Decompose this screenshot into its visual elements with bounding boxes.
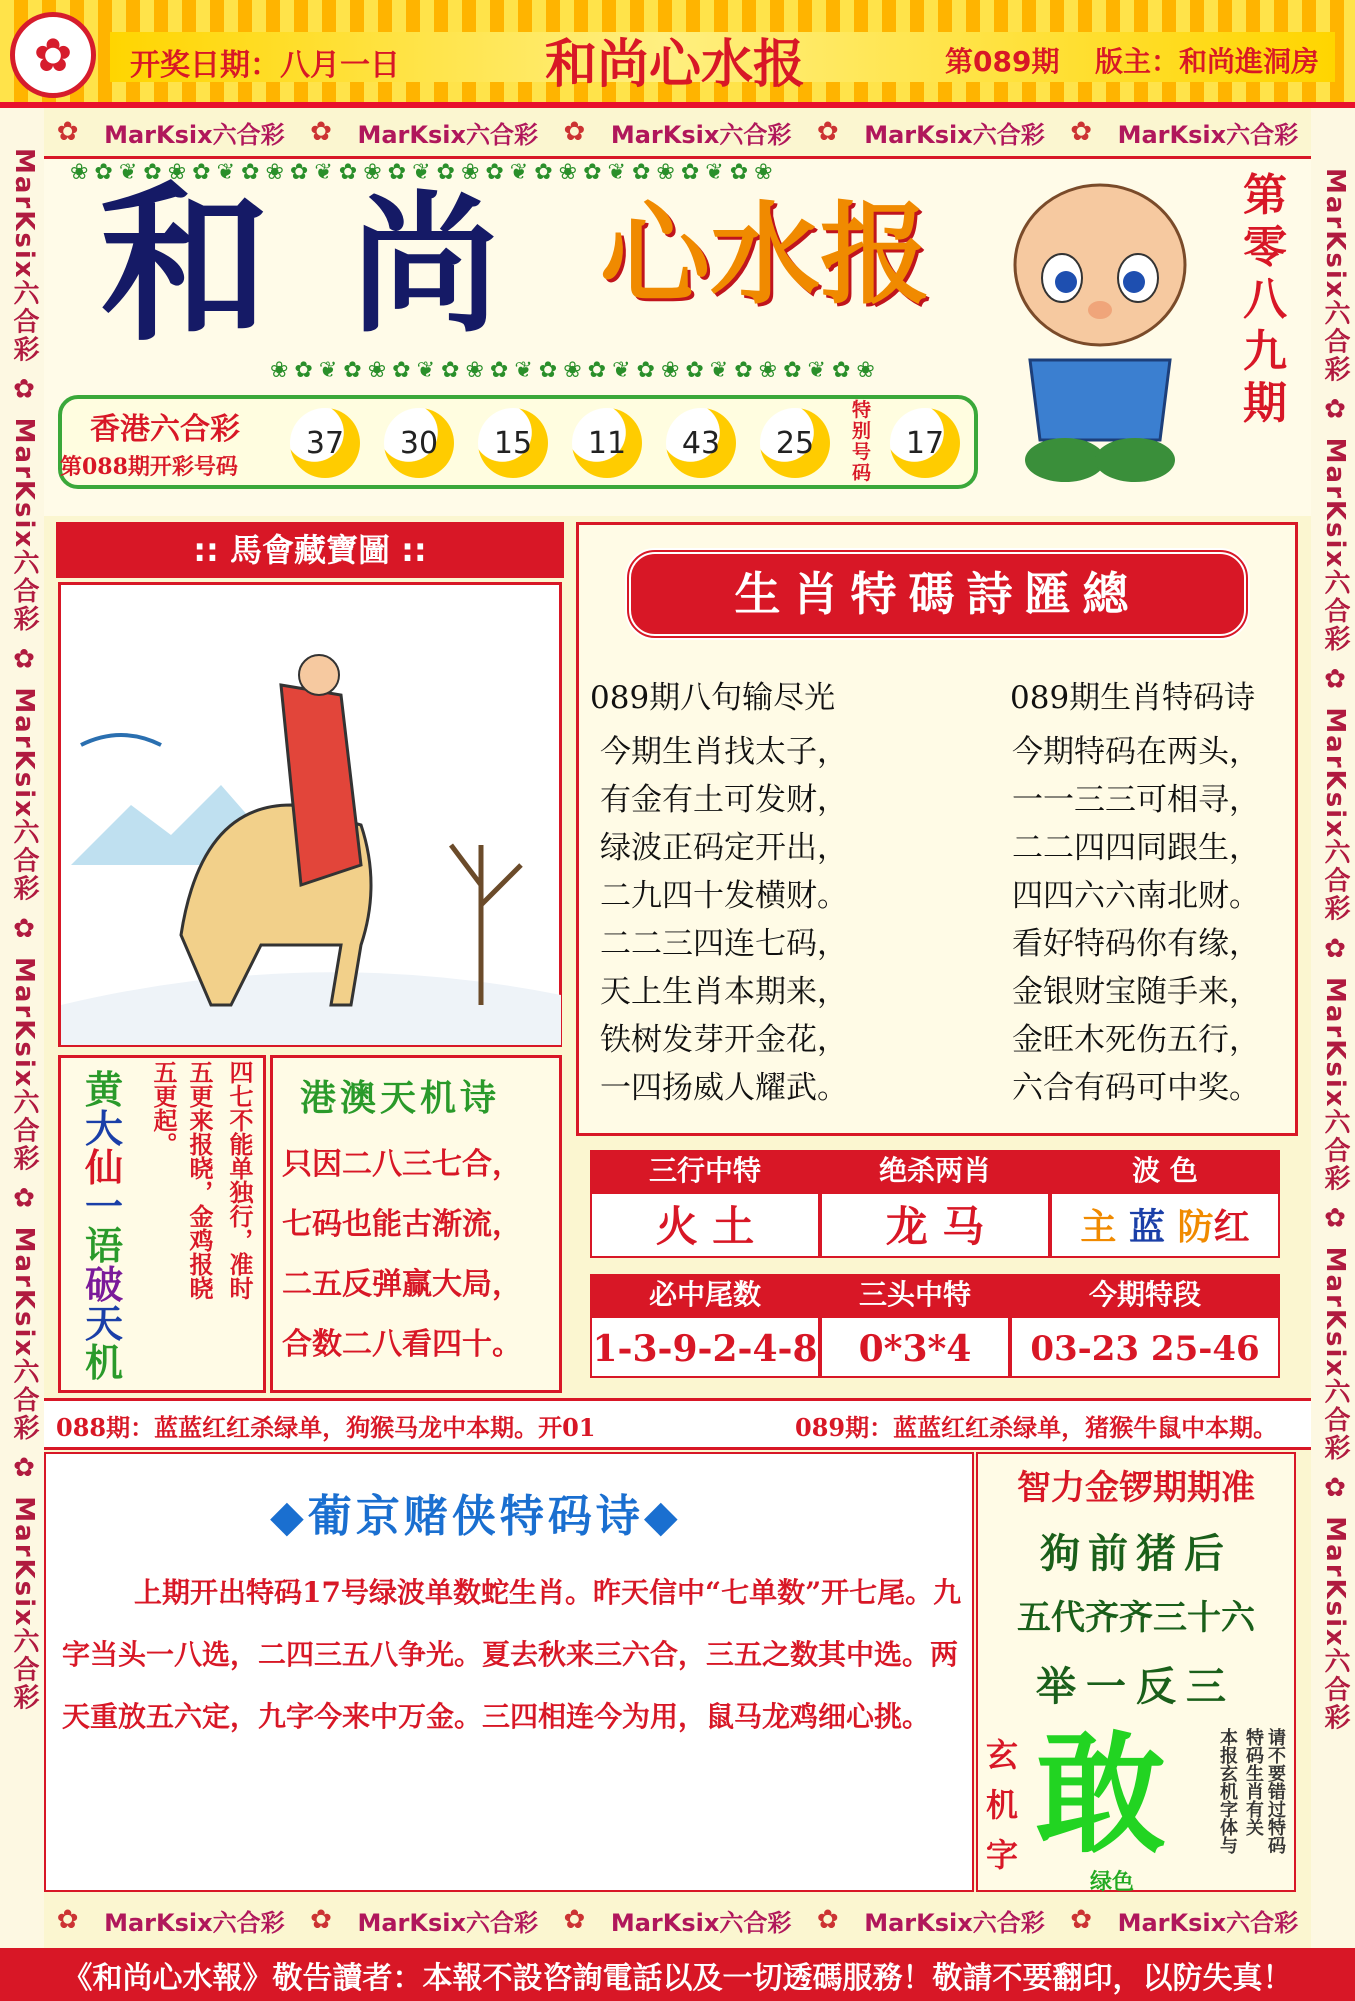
treasure-image-panel	[58, 582, 562, 1047]
vine-decoration-bottom: ❀✿❦✿❀✿❦✿❀✿❦✿❀✿❦✿❀✿❦✿❀✿❦✿❀	[270, 358, 881, 383]
jingdu-title: ◆葡京赌侠特码诗◆	[270, 1491, 682, 1542]
masthead-subtitle: 心水报	[600, 190, 930, 319]
gangao-line: 二五反弹赢大局，	[282, 1267, 522, 1302]
brand-row-bottom: ✿ MarKsix六合彩 ✿ MarKsix六合彩 ✿ MarKsix六合彩 ✿ MarKsix六合彩 ✿ MarKsix六合彩	[56, 1905, 1299, 1937]
poem-line: 今期生肖找太子，	[600, 734, 848, 770]
poem-line: 二二三四连七码，	[600, 926, 848, 962]
table-value-santou: 0*3*4	[820, 1316, 1010, 1378]
table-value-sanxing: 火 土	[590, 1192, 820, 1258]
right-box-line-4: 举一反三	[1036, 1663, 1236, 1710]
table-head-sanxing: 三行中特	[590, 1150, 820, 1192]
poem-right-lines	[1012, 728, 1260, 1112]
result-ball: 37	[290, 408, 360, 478]
poem-line: 铁树发芽开金花，	[600, 1022, 848, 1058]
special-label: 特别号码	[852, 399, 872, 484]
xuanji-note-3: 本报玄机字体与	[1217, 1728, 1238, 1854]
gangao-lines	[282, 1135, 522, 1375]
ticker-left: 088期：蓝蓝红红杀绿单，狗猴马龙中本期。开01	[56, 1413, 596, 1442]
prediction-table	[590, 1150, 1280, 1380]
poem-right-head: 089期生肖特码诗	[1010, 680, 1256, 716]
poem-line: 看好特码你有缘，	[1012, 926, 1260, 962]
poem-line: 一一三三可相寻，	[1012, 782, 1260, 818]
table-head-jusha: 绝杀两肖	[820, 1150, 1050, 1192]
result-ball: 30	[384, 408, 454, 478]
xuanji-label: 玄机字	[986, 1736, 1019, 1874]
poem-line: 今期特码在两头，	[1012, 734, 1260, 770]
huang-col-1: 五更起。	[149, 1060, 178, 1156]
treasure-title: :: 馬會藏寶圖 ::	[56, 522, 564, 578]
results-label-sub: 第088期开彩号码	[60, 454, 238, 480]
huang-title: 黄大仙一语破天机	[84, 1067, 123, 1385]
table-value-jusha: 龙 马	[820, 1192, 1050, 1258]
jingdu-text: 上期开出特码17号绿波单数蛇生肖。昨天信中“七单数”开七尾。九字当头一八选，二四三五八争光。夏去秋来三六合，三五之数其中选。两天重放五六定，九字今来中万金。三四相连今为用，鼠马龙鸡细心挑。	[62, 1576, 962, 1733]
table-head-weishu: 必中尾数	[590, 1274, 820, 1316]
results-label-main: 香港六合彩	[90, 412, 240, 447]
poem-line: 六合有码可中奖。	[1012, 1070, 1260, 1106]
header-title: 和尚心水报	[545, 34, 806, 95]
vine-decoration-top: ❀✿❦✿❀✿❦✿❀✿❦✿❀✿❦✿❀✿❦✿❀✿❦✿❀✿❦✿❀	[70, 160, 779, 185]
rider-illustration-icon	[61, 585, 561, 1045]
left-brand-strip: MarKsix六合彩 ✿ MarKsix六合彩 ✿ MarKsix六合彩 ✿ MarKsix六合彩 ✿ MarKsix六合彩 ✿ MarKsix六合彩	[9, 148, 39, 1712]
poem-line: 金银财宝随手来，	[1012, 974, 1260, 1010]
header-issue: 第089期	[945, 45, 1060, 78]
table-value-teduan: 03-23 25-46	[1010, 1316, 1280, 1378]
poem-line: 一四扬威人耀武。	[600, 1070, 848, 1106]
footer-notice: 《和尚心水報》敬告讀者：本報不設咨詢電話以及一切透碼服務！敬請不要翻印，以防失真！	[0, 1948, 1355, 2001]
issue-vertical: 第零八九期	[1243, 170, 1287, 429]
right-box-line-2: 狗前猪后	[1040, 1530, 1232, 1577]
left-frame	[0, 108, 44, 1948]
poems-title: 生肖特碼詩匯總	[625, 548, 1250, 640]
right-brand-strip: MarKsix六合彩 ✿ MarKsix六合彩 ✿ MarKsix六合彩 ✿ MarKsix六合彩 ✿ MarKsix六合彩 ✿ MarKsix六合彩	[1320, 168, 1350, 1732]
monk-mascot-icon	[990, 170, 1210, 490]
table-value-bose: 主 蓝 防红	[1050, 1192, 1280, 1258]
gangao-line: 合数二八看四十。	[282, 1327, 522, 1362]
xuanji-char: 敢	[1036, 1718, 1167, 1871]
poem-line: 二二四四同跟生，	[1012, 830, 1260, 866]
ticker-right: 089期：蓝蓝红红杀绿单，猪猴牛鼠中本期。	[795, 1413, 1278, 1442]
poem-line: 绿波正码定开出，	[600, 830, 848, 866]
result-balls	[290, 408, 830, 478]
table-value-weishu: 1-3-9-2-4-8	[590, 1316, 820, 1378]
bauhinia-emblem-icon: ✿	[10, 12, 96, 98]
huang-col-3: 四七不能单独行，准时	[225, 1060, 254, 1300]
brand-row-top: ✿ MarKsix六合彩 ✿ MarKsix六合彩 ✿ MarKsix六合彩 ✿ MarKsix六合彩 ✿ MarKsix六合彩	[56, 117, 1299, 149]
result-ball: 15	[478, 408, 548, 478]
gangao-line: 七码也能古渐流，	[282, 1207, 522, 1242]
poem-line: 有金有土可发财，	[600, 782, 848, 818]
result-ball: 11	[572, 408, 642, 478]
poem-left-lines	[600, 728, 848, 1112]
poem-line: 四四六六南北财。	[1012, 878, 1260, 914]
table-head-santou: 三头中特	[820, 1274, 1010, 1316]
table-head-bose: 波 色	[1050, 1150, 1280, 1192]
huang-col-2: 五更来报晓，金鸡报晓	[185, 1060, 214, 1300]
gangao-title: 港澳天机诗	[300, 1077, 501, 1119]
xuanji-note-2: 特码生肖有关	[1243, 1728, 1264, 1836]
poem-line: 金旺木死伤五行，	[1012, 1022, 1260, 1058]
poem-line: 天上生肖本期来，	[600, 974, 848, 1010]
xuanji-char-color: 绿色	[1090, 1869, 1135, 1895]
masthead-char-shang: 尚	[350, 177, 501, 353]
result-ball: 43	[666, 408, 736, 478]
right-frame	[1311, 108, 1355, 1948]
poem-line: 二九四十发横财。	[600, 878, 848, 914]
draw-date: 开奖日期：八月一日	[130, 48, 400, 83]
xuanji-note-1: 请不要错过特码	[1265, 1728, 1286, 1854]
special-ball: 17	[890, 408, 960, 478]
table-head-teduan: 今期特段	[1010, 1274, 1280, 1316]
right-box-line-3: 五代齐齐三十六	[1017, 1598, 1255, 1638]
poem-left-head: 089期八句输尽光	[590, 680, 836, 716]
header-editor: 版主：和尚進洞房	[1095, 45, 1320, 78]
result-ball: 25	[760, 408, 830, 478]
masthead-char-he: 和	[100, 165, 271, 365]
right-box-line-1: 智力金锣期期准	[1017, 1468, 1255, 1508]
gangao-line: 只因二八三七合，	[282, 1147, 522, 1182]
